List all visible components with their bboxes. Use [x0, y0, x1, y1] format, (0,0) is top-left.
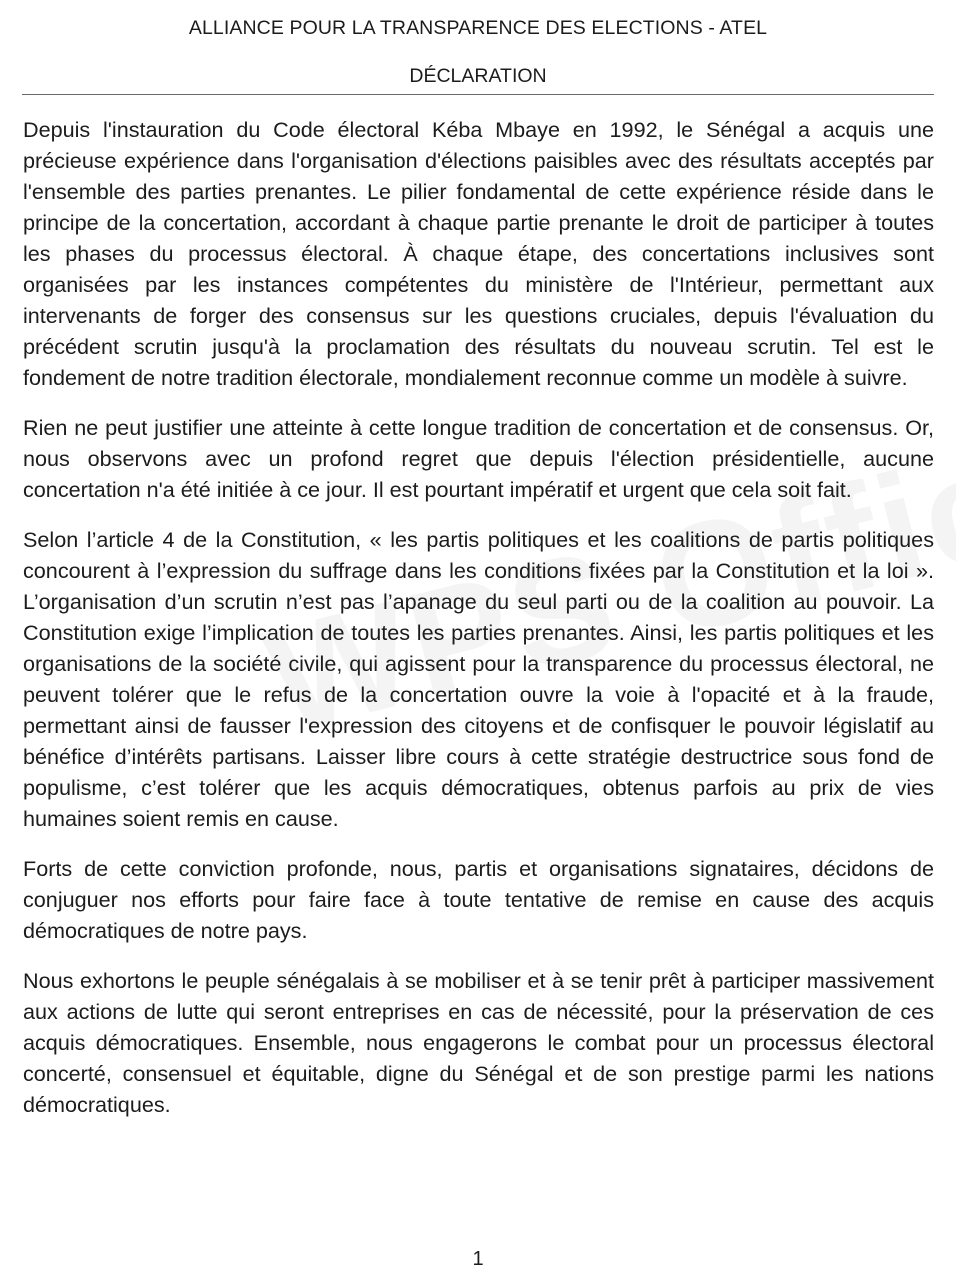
paragraph-3: Selon l’article 4 de la Constitution, « les partis politiques et les coalitions de partis politiques concourent à l’expression du suffrage dans les conditions fixées par la Constitution et la loi ». L’organisation d’un scrutin n’est pas l’apanage du seul parti ou de la coalition au pouvoir. La Constitution exige l’implication de toutes les parties prenantes. Ainsi, les partis politiques et les organisations de la société civile, qui agissent pour la transparence du processus électoral, ne peuvent tolérer que le refus de la concertation ouvre la voie à l'opacité et à la fraude, permettant ainsi de fausser l'expression des citoyens et de confisquer le pouvoir législatif au bénéfice d’intérêts partisans. Laisser libre cours à cette stratégie destructrice sous fond de populisme, c’est tolérer que les acquis démocratiques, obtenus parfois au prix de vies humaines soient remis en cause. — [23, 527, 934, 831]
paragraph-4: Forts de cette conviction profonde, nous, partis et organisations signataires, décidons de conjuguer nos efforts pour faire face à toute tentative de remise en cause des acquis démocratiques de notre pays. — [23, 856, 934, 943]
paragraph-2: Rien ne peut justifier une atteinte à cette longue tradition de concertation et de consensus. Or, nous observons avec un profond regret que depuis l'élection présidentielle, aucune concertation n'a été initiée à ce jour. Il est pourtant impératif et urgent que cela soit fait. — [23, 415, 934, 502]
paragraph-5: Nous exhortons le peuple sénégalais à se mobiliser et à se tenir prêt à participer massivement aux actions de lutte qui seront entreprises en cas de nécessité, pour la préservation de ces acquis démocratiques. Ensemble, nous engagerons le combat pour un processus électoral concerté, consensuel et équitable, digne du Sénégal et de son prestige parmi les nations démocratiques. — [23, 968, 934, 1117]
header-divider — [22, 94, 934, 95]
document-title: ALLIANCE POUR LA TRANSPARENCE DES ELECTIONS - ATEL — [188, 17, 768, 39]
page-number: 1 — [472, 1248, 484, 1270]
paragraph-1: Depuis l'instauration du Code électoral Kéba Mbaye en 1992, le Sénégal a acquis une précieuse expérience dans l'organisation d'élections paisibles avec des résultats acceptés par l'ensemble des parties prenantes. Le pilier fondamental de cette expérience réside dans le principe de la concertation, accordant à chaque partie prenante le droit de participer à toutes les phases du processus électoral. À chaque étape, des concertations inclusives sont organisées par les instances compétentes du ministère de l'Intérieur, permettant aux intervenants de forger des consensus sur les questions cruciales, depuis l'évaluation du précédent scrutin jusqu'à la proclamation des résultats du nouveau scrutin. Tel est le fondement de notre tradition électorale, mondialement reconnue comme un modèle à suivre. — [23, 117, 934, 390]
document-body — [23, 114, 934, 1139]
document-subtitle: DÉCLARATION — [409, 65, 547, 87]
